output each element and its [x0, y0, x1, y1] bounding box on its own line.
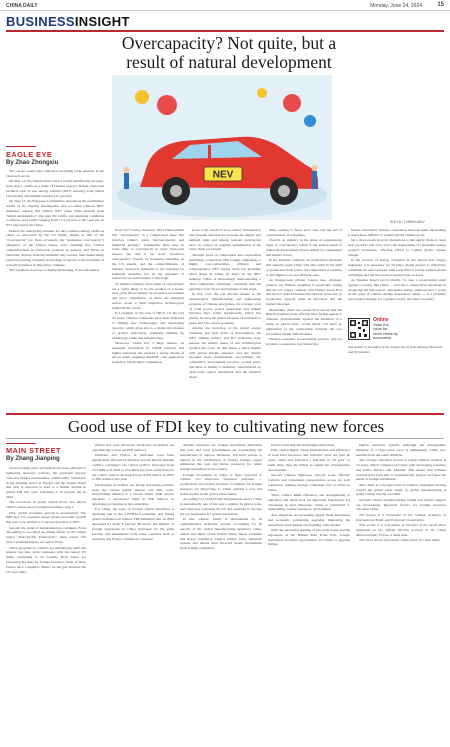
paragraph: Global foreign direct investment has been affected by tightening monetary policies, the persistent interest rates and market uncertainties. Additionally, turbulence in the banking sector in Europe and the United States this year is expected to lead to a further decline in global FDI this year, following a 12 percent dip in 2023.: [6, 466, 86, 500]
qr-line: more news by: [373, 330, 398, 336]
paragraph: The author is a researcher at the Chinese Academy of International Trade and Economic Cooperation.: [356, 512, 446, 522]
publication-name-text: CHINA DAILY: [6, 3, 38, 9]
paragraph: On May 14, the United States said it would significantly increase, from Aug 1, tariffs on a range of Chinese exports, mainly clean-tech products such as new energy vehicles (NEV, percent), solar panels (50 percent) and lithium batteries (25 percent).: [6, 179, 104, 198]
paragraph: The average education period of young Chinese workers is 14 years, which compares favorably with developing countries like India, Mexico and Vietnam. This means that Chinese workers have been able to systematically support and meet the needs of foreign investment.: [356, 458, 446, 482]
article1-headline: Overcapacity? Not quite, but a result of natural development: [121, 33, 337, 72]
article1-byline: By Zhao Zhongxiu: [6, 160, 59, 166]
paragraph: Third, geopolitical conflicts are intensifying while the interest rate hike cycle continues, with the central US dollar continuing to be volatile. Both issues are increasing the risks for foreign investors. Some of these factors have a negative impact on the gap between the US and China.: [6, 545, 86, 574]
paragraph: Western countries' protectionism policies will not promote cooperation, but destructive.: [266, 337, 342, 346]
qr-line: economist: [373, 335, 392, 341]
paragraph: As Singaporean scholar Lauren Gee, obtained, pointed out, Biden's argument is practically saying that the US cannot compete with China's lower EVs that the US reduced Intellectual must be protected, so production capacity must be allocated, and the market distorted.: [266, 277, 342, 307]
article1-column-label: EAGLE EYE: [6, 150, 53, 159]
paragraph: This article is a translation of excerpts of his op-ed piece published on the official WeChat account of the China Macroeconomy Forum, a think tank.: [356, 523, 446, 537]
article2-headline: Good use of FDI key to cultivating new forces: [67, 417, 385, 436]
qr-code[interactable]: [348, 318, 370, 340]
paragraph: For example, in the case of NEVs, for the past 20 years, Chinese companies have been dedicated to finding new technologies and developing systems, which gives rise to a distinctive manner of product innovation, gradually building up technology, talent and infrastructure.: [112, 311, 184, 340]
paragraph: In fact, over the last decade, thanks to the technological, manufacturing, and engineering progress of Chinese enterprises, the average costs of wind power, power generation and lithium batteries have fallen significantly, which has greatly boosted the global adoption of transition to green and low-carbon economy.: [189, 291, 261, 326]
paragraph: To industry insiders, these signs of overcapacity are a rarely likely to be the product of a boom-bust cycle driven mainly by excessive investment and price competition, as there are emerging sectors prone to their respective technological industrial life cycles.: [112, 281, 184, 310]
article1-illustration: [112, 75, 332, 220]
paragraph: Against the backdrop of the global energy transition and after years of development, the NEV lithium battery and PV industries have entered the mature phase of the technological product life cycle. At this phase, a fierce market with global margin emerges, and the market becomes more standardized. Accordingly, the competitive environment revolves around price, and there is usually a shakeout, characterized by large-scale capital investment and the market's share.: [189, 326, 261, 379]
article2-col2: [92, 443, 174, 744]
illustration-credit: SHI YU / CHINA DAILY: [390, 220, 425, 224]
paragraph: The argument, however, is highly misleading, if not unfounded.: [9, 267, 100, 272]
paragraph: In this context, China is unparalleled by its comprehensive industrial system, accounting for 30 percent of the global manufacturing industry's value-added, and ahead of the United States, Japan, Germany and Korea combined. China's market scale, industrial system, and talents have attracted steady investments from foreign companies.: [180, 517, 262, 551]
article2-rule: [6, 413, 444, 415]
paragraph: detailed measures for foreign investment utilization this year, and local governments are accelerating the introduction of support measures. We have reason to believe in the stabilization of China's foreign capital utilization this year and future prospects for future foreign investment in the country.: [180, 443, 262, 472]
paragraph: ment, leading to fierce price wars and the end of consolidation of companies.: [266, 228, 342, 237]
article1-label-rule: [6, 146, 36, 147]
paragraph: Second, the trend of deglobalization continues. From decoupling to so-called de-risking efforts in the United States' "Indo-Pacific Framework", these trends will have a potential impact on capital flows.: [6, 525, 86, 545]
article2-col3: [180, 443, 262, 744]
section-title: [6, 14, 130, 29]
paragraph: On a more practical level, disruptions to the supply chain of clean tech products will slow down the deployment of renewable energy projects worldwide, affecting efforts to combat global climate change.: [348, 238, 446, 257]
paragraph: trillion this year. However, developed economies are experiencing overall net FDI outflows.: [92, 443, 174, 452]
article1-col3: [189, 228, 261, 410]
section-rule: [6, 30, 444, 32]
article2-col1: [6, 466, 86, 744]
masthead-bar: [0, 0, 450, 11]
article1-col5: [348, 228, 446, 318]
paragraph: For China, the scale of foreign capital utilization is declining due to the COVID-19 pandemic and falling global confidence in China's FDI utilization rate. In 2023 decreased by about 8 percent. However, the number of foreign enterprises in China increased for the same percent, and investments from some countries such as Germany and France continued to increase.: [92, 507, 174, 541]
article2-byline: By Zhang Jianping: [6, 456, 60, 462]
paragraph: Developing economies are facing increasing pressure from the current tighter interest rate hike cycle, exacerbating inflation to a certain extent. With current elections, a downward trend in FDI inflows in developing economies is also emerging.: [92, 482, 174, 507]
article1-col4: [266, 228, 342, 410]
paragraph: Indeed, the underlying rationale for the (counter-vailing) tariffs on China as advocated by the US highly similar to that of the "overcapacity" (or, more accurately, the "preference overcapacity") allegation of the United States, both claiming that China's competitiveness in clean-tech products in general, and NEVs in particular, derives from the subsidies they receive, thus undercutting predatory pricing, resulting in flooding of exports to the detriment of relevant industries in importing countries.: [6, 228, 104, 267]
article2-column-label: MAIN STREET: [6, 446, 61, 455]
page-number: 15: [437, 2, 444, 8]
paragraph: further substantive climate cooperation between them and making it much more difficult to achieve global climate goals.: [348, 228, 446, 237]
paragraph: Third, China's R&D efficiency and strengthening of education and talent pool are important foundations for advancing in tech industries. China is committed to maintaining a stable regulatory environment.: [268, 492, 350, 512]
author-bio-text: The author is president of the University of International Business and Economics.: [348, 345, 442, 354]
paragraph: Through years of competition and cooperation (including cooperation with foreign companies), a highly cost-competitive, efficient and comprehensive NEV supply chain has gradually taken shape in China. In short, in the NEV industry, China is increasingly demonstrating a clear comparative advantage, consistent with the dynamics of its factor endowments at this stage.: [189, 252, 261, 291]
article2-headline-rule: [6, 438, 444, 439]
paragraph: The views do not necessarily reflect those of China Daily.: [359, 538, 441, 543]
article2-label-rule: [6, 443, 36, 444]
paragraph: The slowdown in global capital flows also affects China's actual use of foreign investment. Aug 1.: [6, 500, 86, 510]
qr-title: Online: [373, 317, 389, 323]
section-title-part1: BUSINESS: [6, 14, 75, 29]
article2-col5: [356, 443, 446, 744]
section-title-part2: INSIGHT: [74, 14, 130, 29]
publication-name: [6, 3, 38, 9]
paragraph: Second, Chinese highways, airports, ports, efficient logistics and convenient transportation access are well connected, making foreign companies feel at home in China.: [268, 473, 350, 492]
paragraph: human resources system. Although the demographic dividend of a large labor force is diminishing, China now benefits from the talent dividend.: [356, 443, 446, 457]
article2-col4: [268, 443, 350, 744]
paragraph: Germany and France, in particular, have been significantly affected by inflation and the Russia-Ukraine conflict, Germany's net capital outflow increased from 25.3 trillion in 2022 to 24 trillion last year, while France's net capital outflow increased from $76.6 billion in 2022 to $30.4 billion last year.: [92, 453, 174, 482]
paragraph: Moreover, China has a huge market; its sustained investment in STEM research and higher education has ensured a steady stream of the so-called "engineer dividend", rich application scenarios, full-fledged competition.: [112, 340, 184, 365]
paragraph: laws in attracting and developing innovation.: [271, 443, 336, 447]
paragraph: According to a World Trade Organization report, China is undoubtedly one of the key countries in global trade, and China has overtaken the US and Germany to become the top destination for global investment.: [180, 497, 262, 516]
paragraph: Meanwhile, these two events have shown that the Biden's frontiers trade officials have further appeal to domestic protectionism, against the backdrop of a rising in global trade, would likely call itself an adjustment to the relationship between the two economies during difficult times.: [266, 307, 342, 336]
qr-code-icon: [349, 319, 369, 339]
nev-plate-text: NEV: [212, 169, 234, 181]
paragraph: First, capital highly values infrastructure and efficiency in both hard hardware and software. Over the past 40 years, China has followed a principle of "in gold" to build more than 40 trillion in significant infrastructure development.: [268, 448, 350, 472]
qr-line: code for: [373, 326, 388, 332]
nev-car-illustration: [112, 75, 332, 220]
paragraph: As Stephen Roach put it bluntly, "to take a protectionist stand against a country like China — that has a comparative advantage in producing the non-carbon, alternative energy solutions that a world in the grips of climate change desperately needs — is a blatantly good global strategy for a greener world, the better economy.: [348, 277, 446, 302]
qr-label: [373, 318, 398, 341]
article1-col2: [112, 228, 184, 410]
paragraph: Seventh, China's manufacturing system and service support are increasingly important factors for foreign investors choosing China.: [356, 497, 446, 512]
paragraph: Also, there is a stronger trend of Chinese companies moving toward the global value chain, so global manufacturing is going to keep relying on China.: [356, 482, 446, 497]
paragraph: First, global economic growth is decelerating. The IMF says 175 countries expect global economic growth this year to be similar to or slower than that of 2023.: [6, 510, 86, 525]
paragraph: Also important are increasing supply chain integration and economic partnership upgrades, improving the investment environment and building a fair market.: [268, 512, 350, 527]
qr-line: Scan the: [373, 321, 389, 327]
issue-date: Monday, June 24, 2024: [370, 3, 422, 9]
paragraph: Two recent events have indicated escalating trade tensions in the clean tech sector.: [6, 169, 104, 178]
paragraph: Even US Treasury Secretary Janet Yellen admits that "overcapacity" is a complicated issue that involves China's entire macroeconomic and industrial strategy". Admittedly, there may be some signs of overcapacity in some clean-tech sectors, but this is far from "predatory overcapacity" backed by industrial subsidies, as the US asserts, and the competitiveness of Chinese clean-tech industries is not bolstered by industrial subsidies, but by the dynamics of China's factor endowments at this stage.: [112, 228, 184, 281]
paragraph: On June 12, the European Commission announced the preliminary results of its ongoing investigation into so-called Chinese NEV subsidies, arguing that China's NEV value chain benefits from "unfair subsidization" (the duty EU tariffs, and obtaining comments to impose extra tariffs ranging from 17.4 percent to 38.1 percent on EVs exported from China.: [6, 199, 104, 228]
paragraph: With the successful opening of free trade zones and the expansion of the Hainan Free Trade Port, foreign investment provides opportunities for China to upgrade further.: [268, 527, 350, 547]
paragraph: Foreign investment in China is more expected to achieve two important structural purposes — productivity and welfare increase. Conditions for foreign investors are improving, so China remains a core and stable partner in the global value chains.: [180, 472, 262, 496]
paragraph: (even to the extent of an so-called "involution"), and frequent interactions between the supply and demand sides and among relevant participants have all created an ongoing optimization of the value chain ecosystem.: [189, 228, 261, 252]
article1-col1: [6, 169, 104, 409]
article1-author-bio: [348, 345, 446, 357]
paragraph: In the process of energy transition in the global new energy industries, it is necessary for all major global players to effectively communicate and cooperate with each other to jointly address global challenges and put the world economy back on track.: [348, 258, 446, 277]
paragraph: Overall, an industry in the phase of experiencing signs of overcapacity, which is the natural result of industrial development driven mainly by competition and market forces.: [266, 238, 342, 257]
paragraph: In the Western countries, all preferential measures that subsidy target China will only result in the shift of production from some cost-competitive economies to less higher-cost, less efficient ones.: [266, 258, 342, 277]
